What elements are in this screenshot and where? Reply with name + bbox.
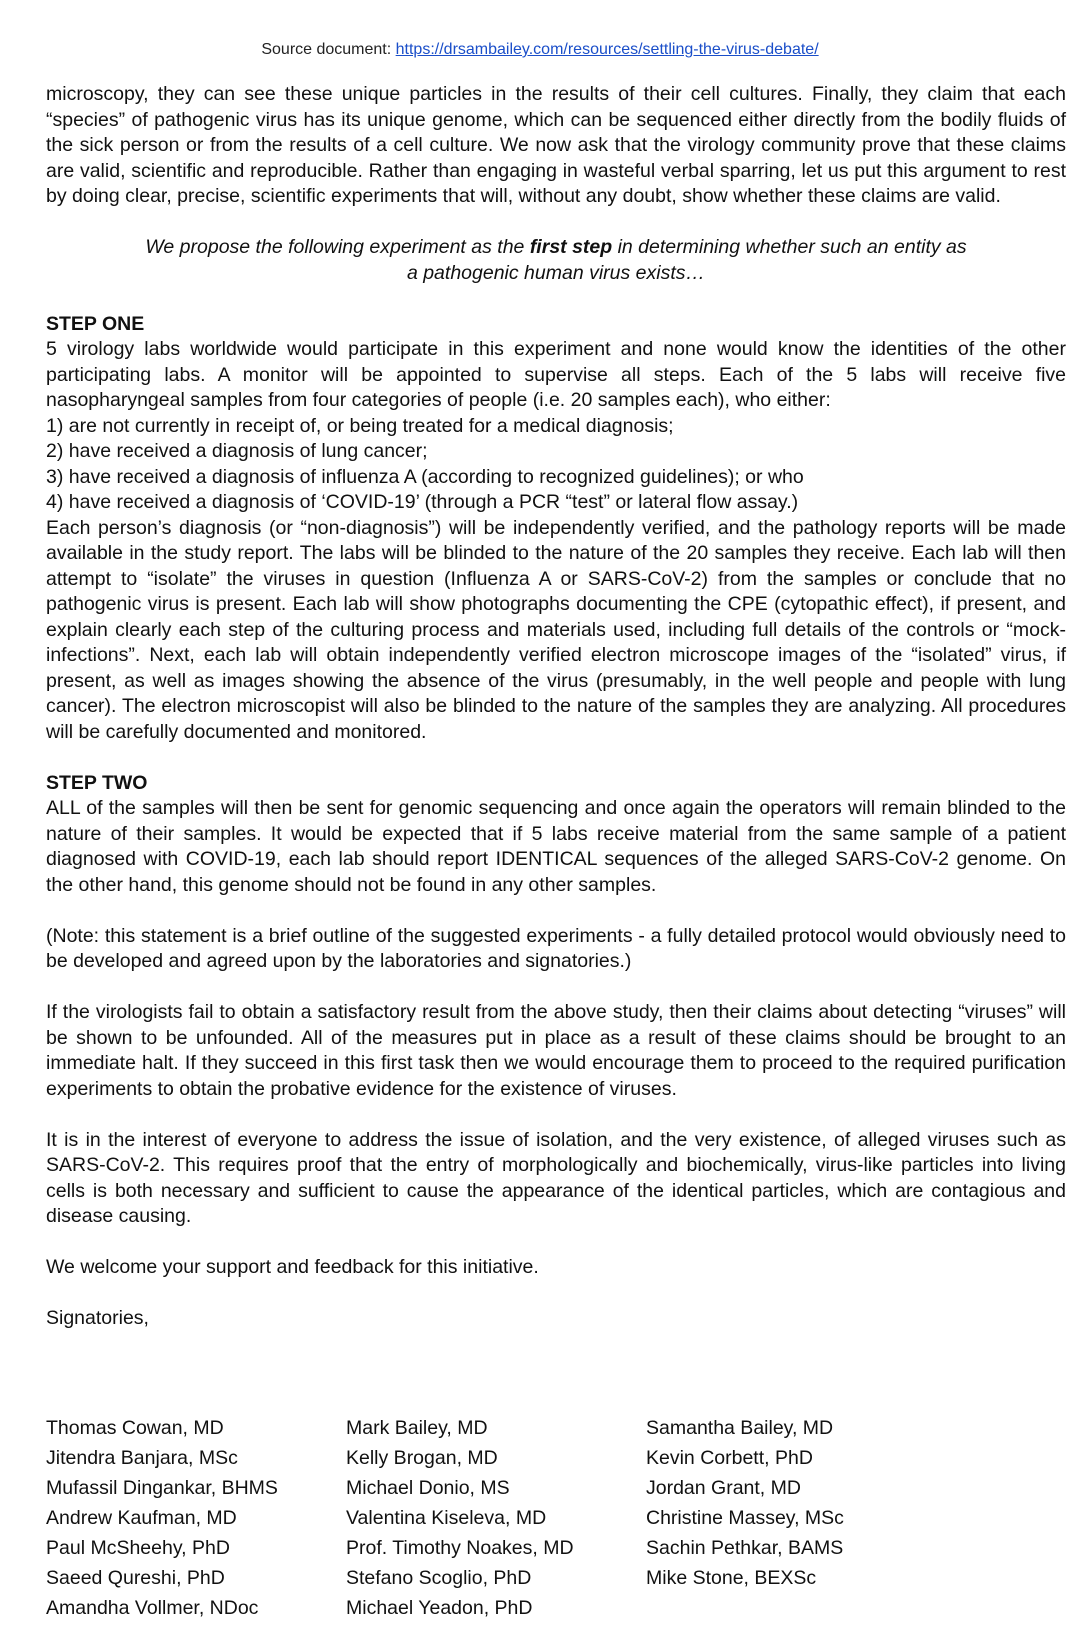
- signatory: Prof. Timothy Noakes, MD: [346, 1537, 574, 1559]
- signatories-column-2: [346, 1413, 646, 1623]
- note-paragraph: (Note: this statement is a brief outline of the suggested experiments - a fully detailed protocol would obviously need to be developed and agreed upon by the laboratories and signatories.): [46, 924, 1066, 972]
- signatory: Samantha Bailey, MD: [646, 1417, 834, 1439]
- proposal-line2: a pathogenic human virus exists…: [406, 261, 706, 284]
- signatory: Amandha Vollmer, NDoc: [46, 1597, 259, 1619]
- welcome-line: We welcome your support and feedback for this initiative.: [46, 1256, 539, 1278]
- proposal-statement: [46, 235, 1066, 286]
- signatory: Kevin Corbett, PhD: [646, 1447, 813, 1469]
- signatories-label: Signatories,: [46, 1307, 149, 1329]
- signatory: Jordan Grant, MD: [646, 1477, 801, 1499]
- failure-paragraph: If the virologists fail to obtain a satisfactory result from the above study, then their claims about detecting “viruses” will be shown to be unfounded. All of the measures put in place as a result of these claims should be brought to an immediate halt. If they succeed in this first task then we would encourage them to proceed to the required purification experiments to obtain the probative evidence for the existence of viruses.: [46, 1001, 1066, 1100]
- step-one-item-1: 1) are not currently in receipt of, or being treated for a medical diagnosis;: [46, 414, 674, 437]
- signatory: Kelly Brogan, MD: [346, 1447, 498, 1469]
- signatories-column-1: [46, 1413, 346, 1623]
- step-one-item-2: 2) have received a diagnosis of lung cancer;: [46, 440, 428, 462]
- signatory: Christine Massey, MSc: [646, 1507, 844, 1529]
- signatory: Jitendra Banjara, MSc: [46, 1447, 238, 1469]
- signatory: Stefano Scoglio, PhD: [346, 1567, 532, 1589]
- document-body: [46, 82, 1066, 1332]
- signatory: Thomas Cowan, MD: [46, 1417, 224, 1439]
- step-one-item-3: 3) have received a diagnosis of influenza A (according to recognized guidelines); or who: [46, 465, 804, 488]
- step-one-intro: 5 virology labs worldwide would participate in this experiment and none would know the identities of the other participating labs. A monitor will be appointed to supervise all steps. Each of the 5 labs will receive five nasopharyngeal samples from four categories of people (i.e. 20 samples each), who either:: [46, 338, 1066, 411]
- source-line: [0, 40, 1080, 60]
- signatory: Paul McSheehy, PhD: [46, 1537, 230, 1559]
- signatory: Valentina Kiseleva, MD: [346, 1507, 547, 1529]
- step-one-body: Each person’s diagnosis (or “non-diagnosis”) will be independently verified, and the pathology reports will be made available in the study report. The labs will be blinded to the nature of the 20 samples they receive. Each lab will then attempt to “isolate” the viruses in question (Influenza A or SARS-CoV-2) from the samples or conclude that no pathogenic virus is present. Each lab will show photographs documenting the CPE (cytopathic effect), if present, and explain clearly each step of the culturing process and materials used, including full details of the controls or “mock-infections”. Next, each lab will obtain independently verified electron microscope images of the “isolated” virus, if present, as well as images showing the absence of the virus (presumably, in the well people and people with lung cancer). The electron microscopist will also be blinded to the nature of the samples they are analyzing. All procedures will be carefully documented and monitored.: [46, 516, 1066, 743]
- source-prefix: Source document:: [261, 41, 396, 58]
- signatory: Mark Bailey, MD: [346, 1417, 488, 1439]
- intro-paragraph: microscopy, they can see these unique particles in the results of their cell cultures. Finally, they claim that each “species” of pathogenic virus has its unique genome, which can be sequenced either directly from the bodily fluids of the sick person or from the results of a cell culture. We now ask that the virology community prove that these claims are valid, scientific and reproducible. Rather than engaging in wasteful verbal sparring, let us put this argument to rest by doing clear, precise, scientific experiments that will, without any doubt, show whether these claims are valid.: [46, 83, 1066, 207]
- proposal-before: We propose the following experiment as the: [145, 236, 530, 258]
- signatory: Michael Donio, MS: [346, 1477, 510, 1499]
- signatory: Sachin Pethkar, BAMS: [646, 1537, 844, 1559]
- signatory: Mufassil Dingankar, BHMS: [46, 1477, 278, 1499]
- source-link[interactable]: https://drsambailey.com/resources/settling-the-virus-debate/: [395, 41, 819, 58]
- step-two-heading: STEP TWO: [46, 771, 148, 794]
- step-one-heading: STEP ONE: [46, 312, 145, 335]
- signatories-list: [46, 1413, 1046, 1623]
- proposal-after: in determining whether such an entity as: [612, 236, 967, 258]
- signatories-column-3: [646, 1413, 946, 1623]
- step-one-item-4: 4) have received a diagnosis of ‘COVID-19’ (through a PCR “test” or lateral flow assay.): [46, 491, 799, 513]
- signatory: Mike Stone, BEXSc: [646, 1567, 817, 1589]
- signatory: Michael Yeadon, PhD: [346, 1597, 533, 1619]
- interest-paragraph: It is in the interest of everyone to address the issue of isolation, and the very existence, of alleged viruses such as SARS-CoV-2. This requires proof that the entry of morphologically and biochemically, virus-like particles into living cells is both necessary and sufficient to cause the appearance of the identical particles, which are contagious and disease causing.: [46, 1128, 1066, 1227]
- proposal-bold: first step: [529, 236, 613, 258]
- signatory: Andrew Kaufman, MD: [46, 1507, 237, 1529]
- signatory: Saeed Qureshi, PhD: [46, 1567, 225, 1589]
- step-two-body: ALL of the samples will then be sent for genomic sequencing and once again the operators will remain blinded to the nature of their samples. It would be expected that if 5 labs receive material from the same sample of a patient diagnosed with COVID-19, each lab should report IDENTICAL sequences of the alleged SARS-CoV-2 genome. On the other hand, this genome should not be found in any other samples.: [46, 797, 1066, 896]
